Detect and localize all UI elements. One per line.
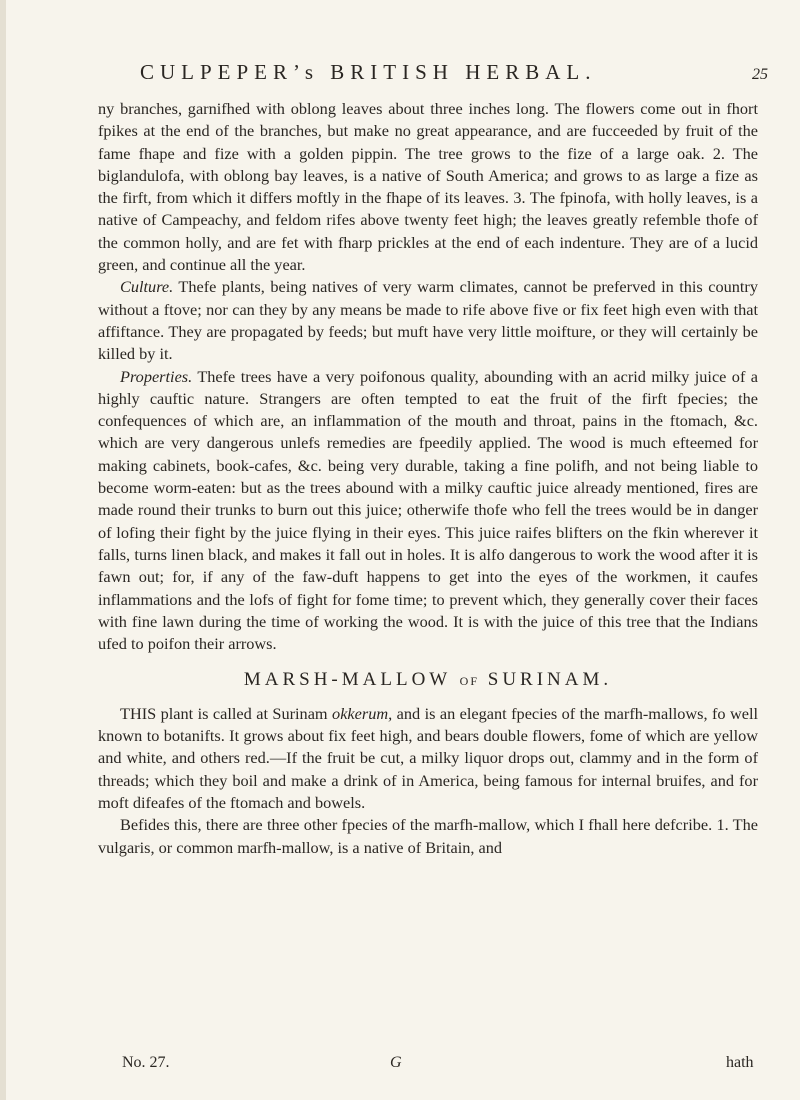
body-text [98,98,758,859]
page-number: 25 [752,66,768,83]
issue-number: No. 27. [122,1054,170,1071]
culture-label: Culture. [120,277,174,297]
page-binding-edge [0,0,6,1100]
marsh-intro-start: THIS plant is called at Surinam [120,703,328,723]
section-heading-main: MARSH-MALLOW [243,669,451,691]
paragraph-culture [98,276,758,365]
marsh-intro-name: okkerum, [332,703,393,723]
culture-text: Thefe plants, being natives of very warm climates, cannot be preferved in this country without a ftove; nor can they by any means be made to rife above five or fix feet high even with that affiftance. They are propagated by feeds; but muft have very little moifture, or they will certainly be killed by it. [98,277,758,364]
section-heading-place: SURINAM. [487,669,613,691]
section-heading [98,669,758,692]
paragraph-besides: Befides this, there are three other fpecies of the marfh-mallow, which I fhall here defcribe. 1. The vulgaris, or common marfh-mallow, is a native of Britain, and [98,815,758,857]
paragraph-properties [98,366,758,656]
properties-text: Thefe trees have a very poifonous quality, abounding with an acrid milky juice of a highly cauftic nature. Strangers are often tempted to eat the fruit of the firft fpecies; the confequences of which are, an inflammation of the mouth and throat, pains in the ftomach, &c. which are very dangerous unlefs remedies are fpeedily applied. The wood is much efteemed for making cabinets, book-cafes, &c. being very durable, taking a fine polifh, and not being liable to become worm-eaten: but as the trees abound with a milky cauftic juice already mentioned, fires are made round their trunks to burn out this juice; otherwife thofe who fell the trees would be in danger of lofing their fight by the juice flying in their eyes. This juice raifes blifters on the fkin wherever it falls, turns linen black, and makes it fall out in holes. It is alfo dangerous to work the wood after it is fawn out; for, if any of the faw-duft happens to get into the eyes of the workmen, it caufes inflammations and the lofs of fight for fome time; to prevent which, they generally cover their faces with fine lawn during the time of working the wood. It is with the juice of this tree that the Indians ufed to poifon their arrows. [98,366,758,654]
marsh-intro-rest: and is an elegant fpecies of the marfh-mallows, fo well known to botanifts. It grows about fix feet high, and bears double flowers, fome of which are yellow and white, and others red.—If the fruit be cut, a milky liquor drops out, clammy and in the form of threads; which they boil and make a drink of in America, being famous for internal bruifes, and for moft difeafes of the ftomach and bowels. [98,703,759,812]
signature-mark: G [390,1054,402,1071]
paragraph-continued: ny branches, garnifhed with oblong leaves about three inches long. The flowers come out in fhort fpikes at the end of the branches, but make no great appearance, and are fucceeded by fruit of the fame fhape and fize with a golden pippin. The tree grows to the fize of a large oak. 2. The biglandulofa, with oblong bay leaves, is a native of South America; and grows to as large a fize as the firft, from which it differs moftly in the fhape of its leaves. 3. The fpinofa, with holly leaves, is a native of Campeachy, and feldom rifes above twenty feet high; the leaves greatly refemble thofe of the common holly, and are fet with fharp prickles at the end of each indenture. They are of a lucid green, and continue all the year. [98,99,758,275]
catchword: hath [726,1054,754,1071]
page-footer [122,1054,762,1078]
section-heading-of: OF [459,674,479,689]
running-head: CULPEPER’s BRITISH HERBAL. [140,60,597,84]
paragraph-marsh-mallow [98,703,758,814]
properties-label: Properties. [120,366,193,386]
